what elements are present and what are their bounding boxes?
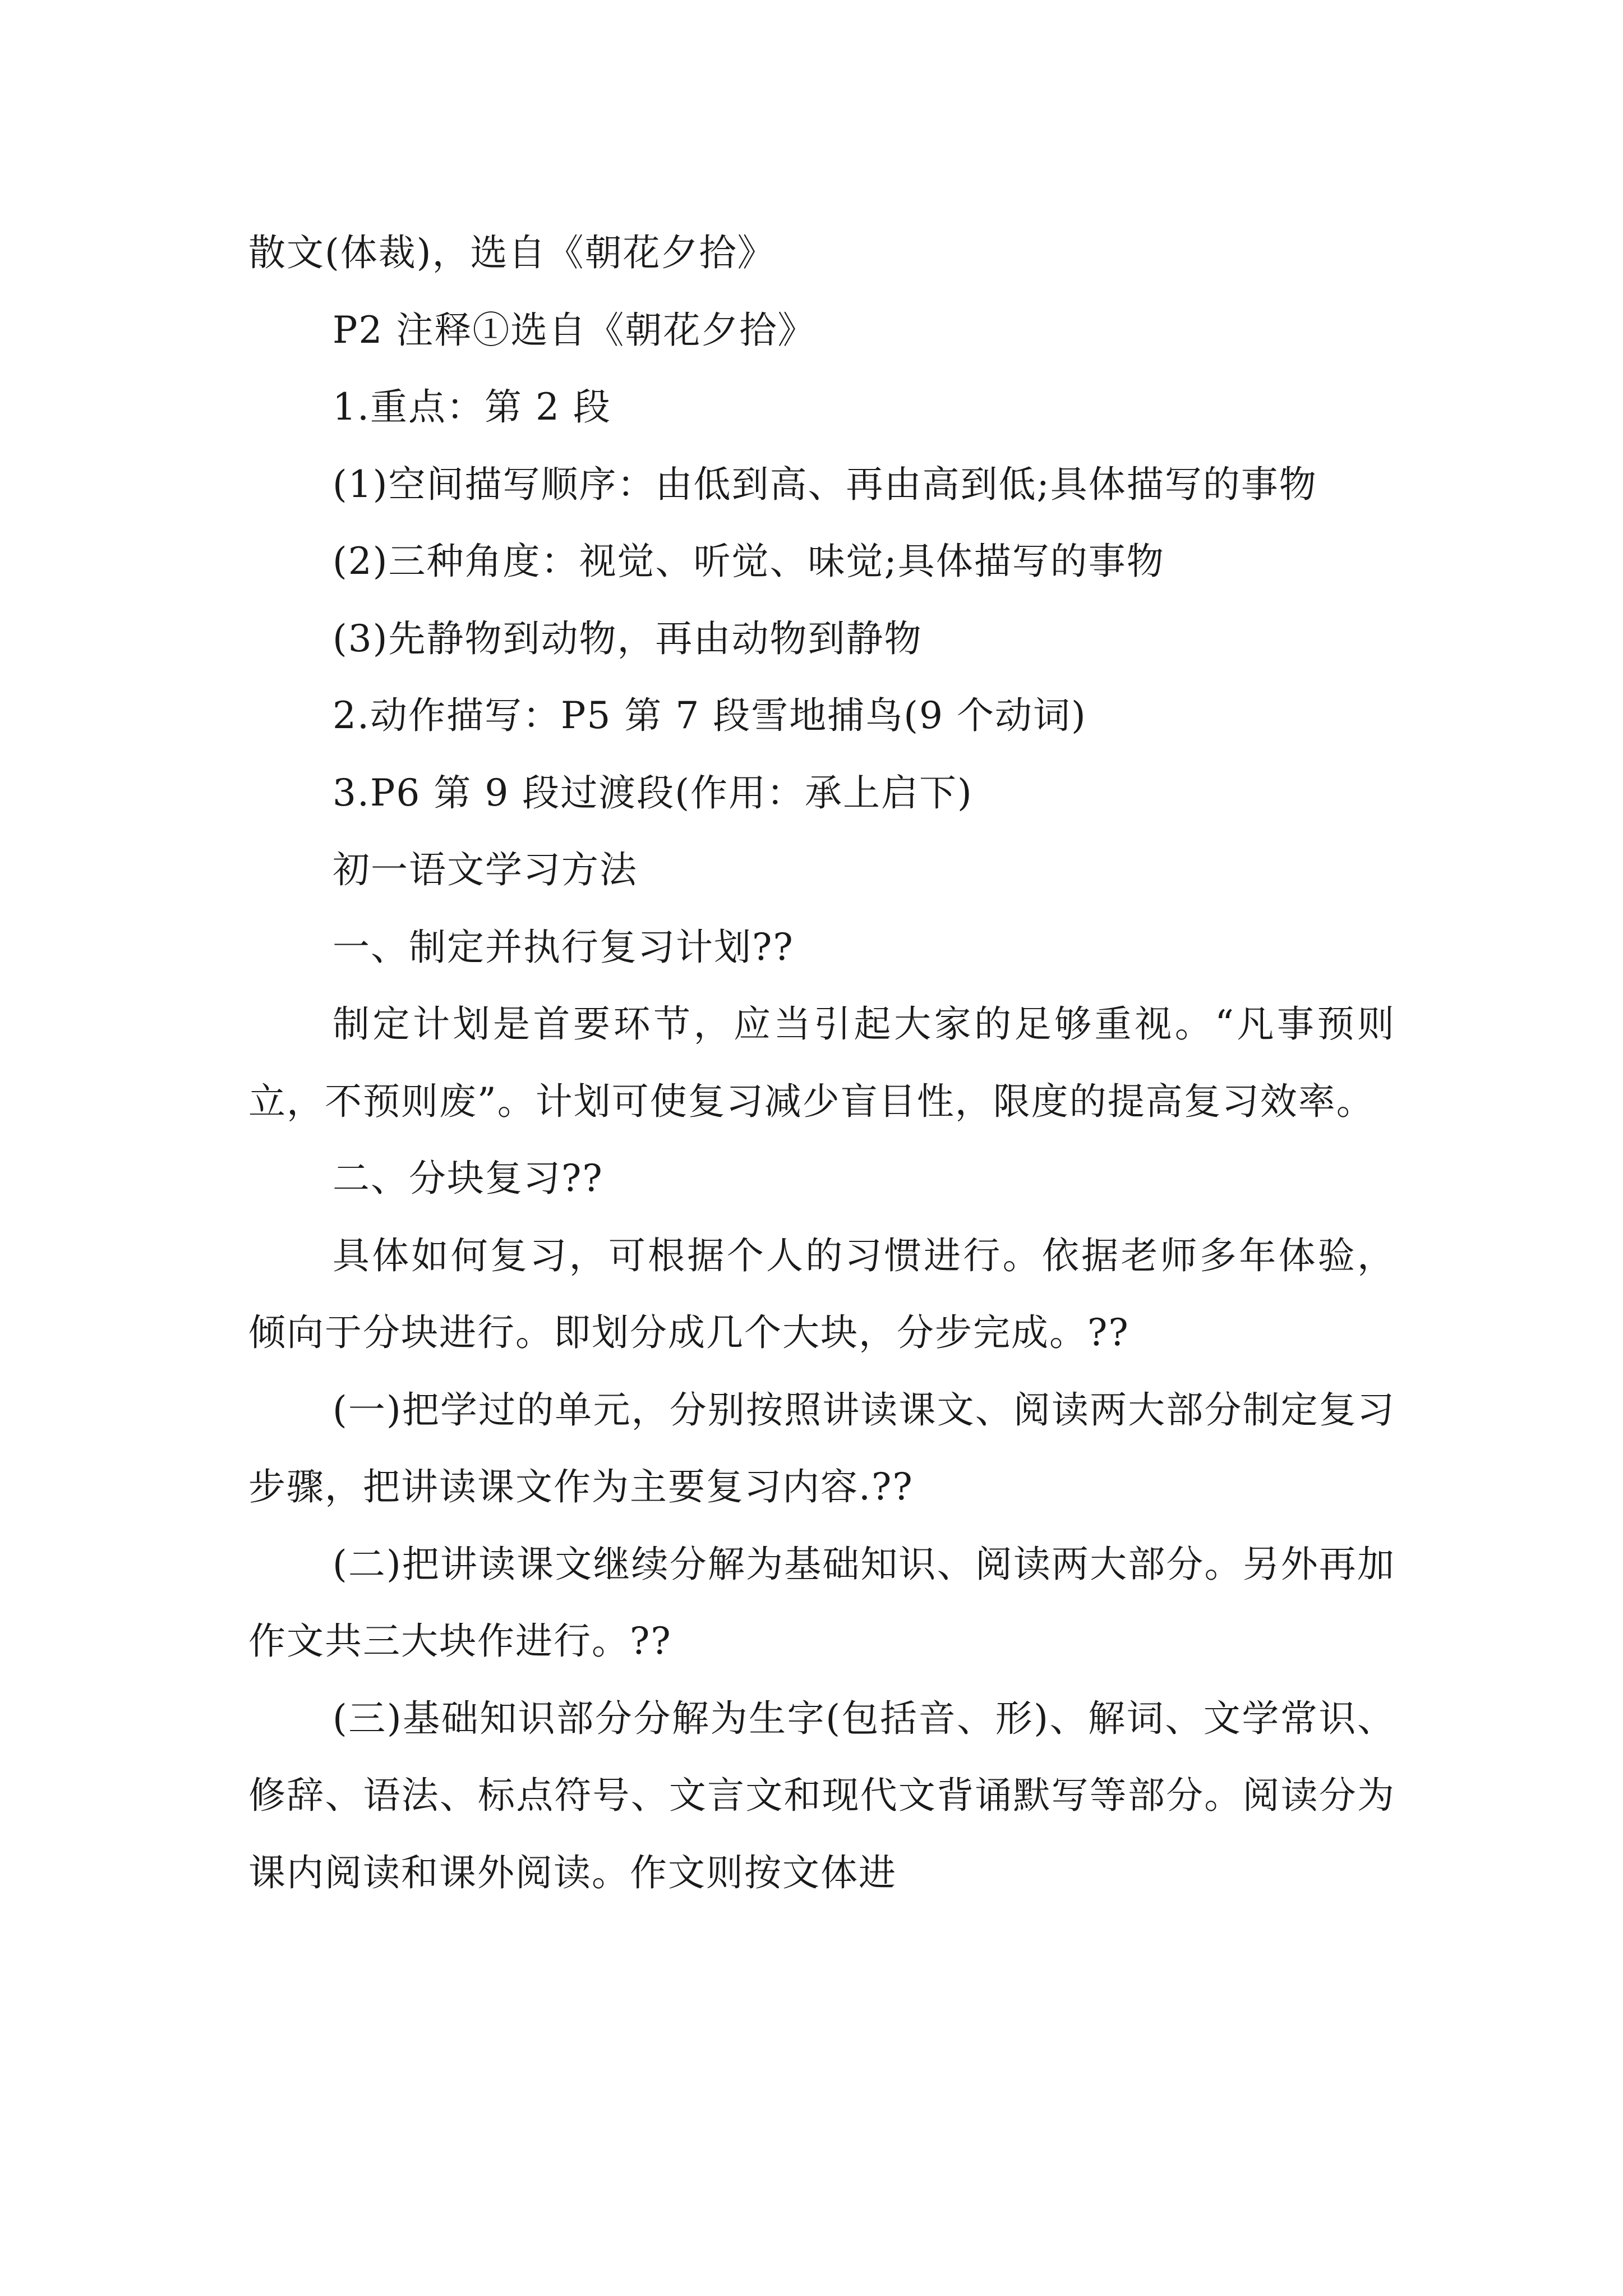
paragraph: (三)基础知识部分分解为生字(包括音、形)、解词、文学常识、修辞、语法、标点符号、文言文和现代文背诵默写等部分。阅读分为课内阅读和课外阅读。作文则按文体进 — [248, 1696, 1395, 1894]
paragraph: (1)空间描写顺序：由低到高、再由高到低;具体描写的事物 — [333, 462, 1317, 506]
section-heading: 初一语文学习方法 — [333, 848, 638, 891]
section-heading: 一、制定并执行复习计划?? — [333, 925, 794, 969]
paragraph: (一)把学过的单元，分别按照讲读课文、阅读两大部分制定复习步骤，把讲读课文作为主要复习内容.?? — [248, 1388, 1395, 1508]
document-body — [248, 214, 1395, 1911]
paragraph: 1.重点：第 2 段 — [333, 385, 611, 429]
paragraph: 具体如何复习，可根据个人的习惯进行。依据老师多年体验，倾向于分块进行。即划分成几个大块，分步完成。?? — [248, 1234, 1395, 1354]
paragraph: (二)把讲读课文继续分解为基础知识、阅读两大部分。另外再加作文共三大块作进行。?? — [248, 1542, 1395, 1663]
paragraph: 2.动作描写：P5 第 7 段雪地捕鸟(9 个动词) — [333, 694, 1087, 737]
paragraph: 散文(体裁)，选自《朝花夕拾》 — [248, 231, 776, 274]
paragraph: (3)先静物到动物，再由动物到静物 — [333, 616, 923, 660]
paragraph: (2)三种角度：视觉、听觉、味觉;具体描写的事物 — [333, 540, 1165, 583]
section-heading: 二、分块复习?? — [333, 1157, 603, 1200]
paragraph: 3.P6 第 9 段过渡段(作用：承上启下) — [333, 771, 973, 815]
paragraph: 制定计划是首要环节，应当引起大家的足够重视。“凡事预则立，不预则废”。计划可使复习减少盲目性，限度的提高复习效率。 — [248, 1002, 1395, 1123]
paragraph: P2 注释①选自《朝花夕拾》 — [333, 308, 816, 352]
